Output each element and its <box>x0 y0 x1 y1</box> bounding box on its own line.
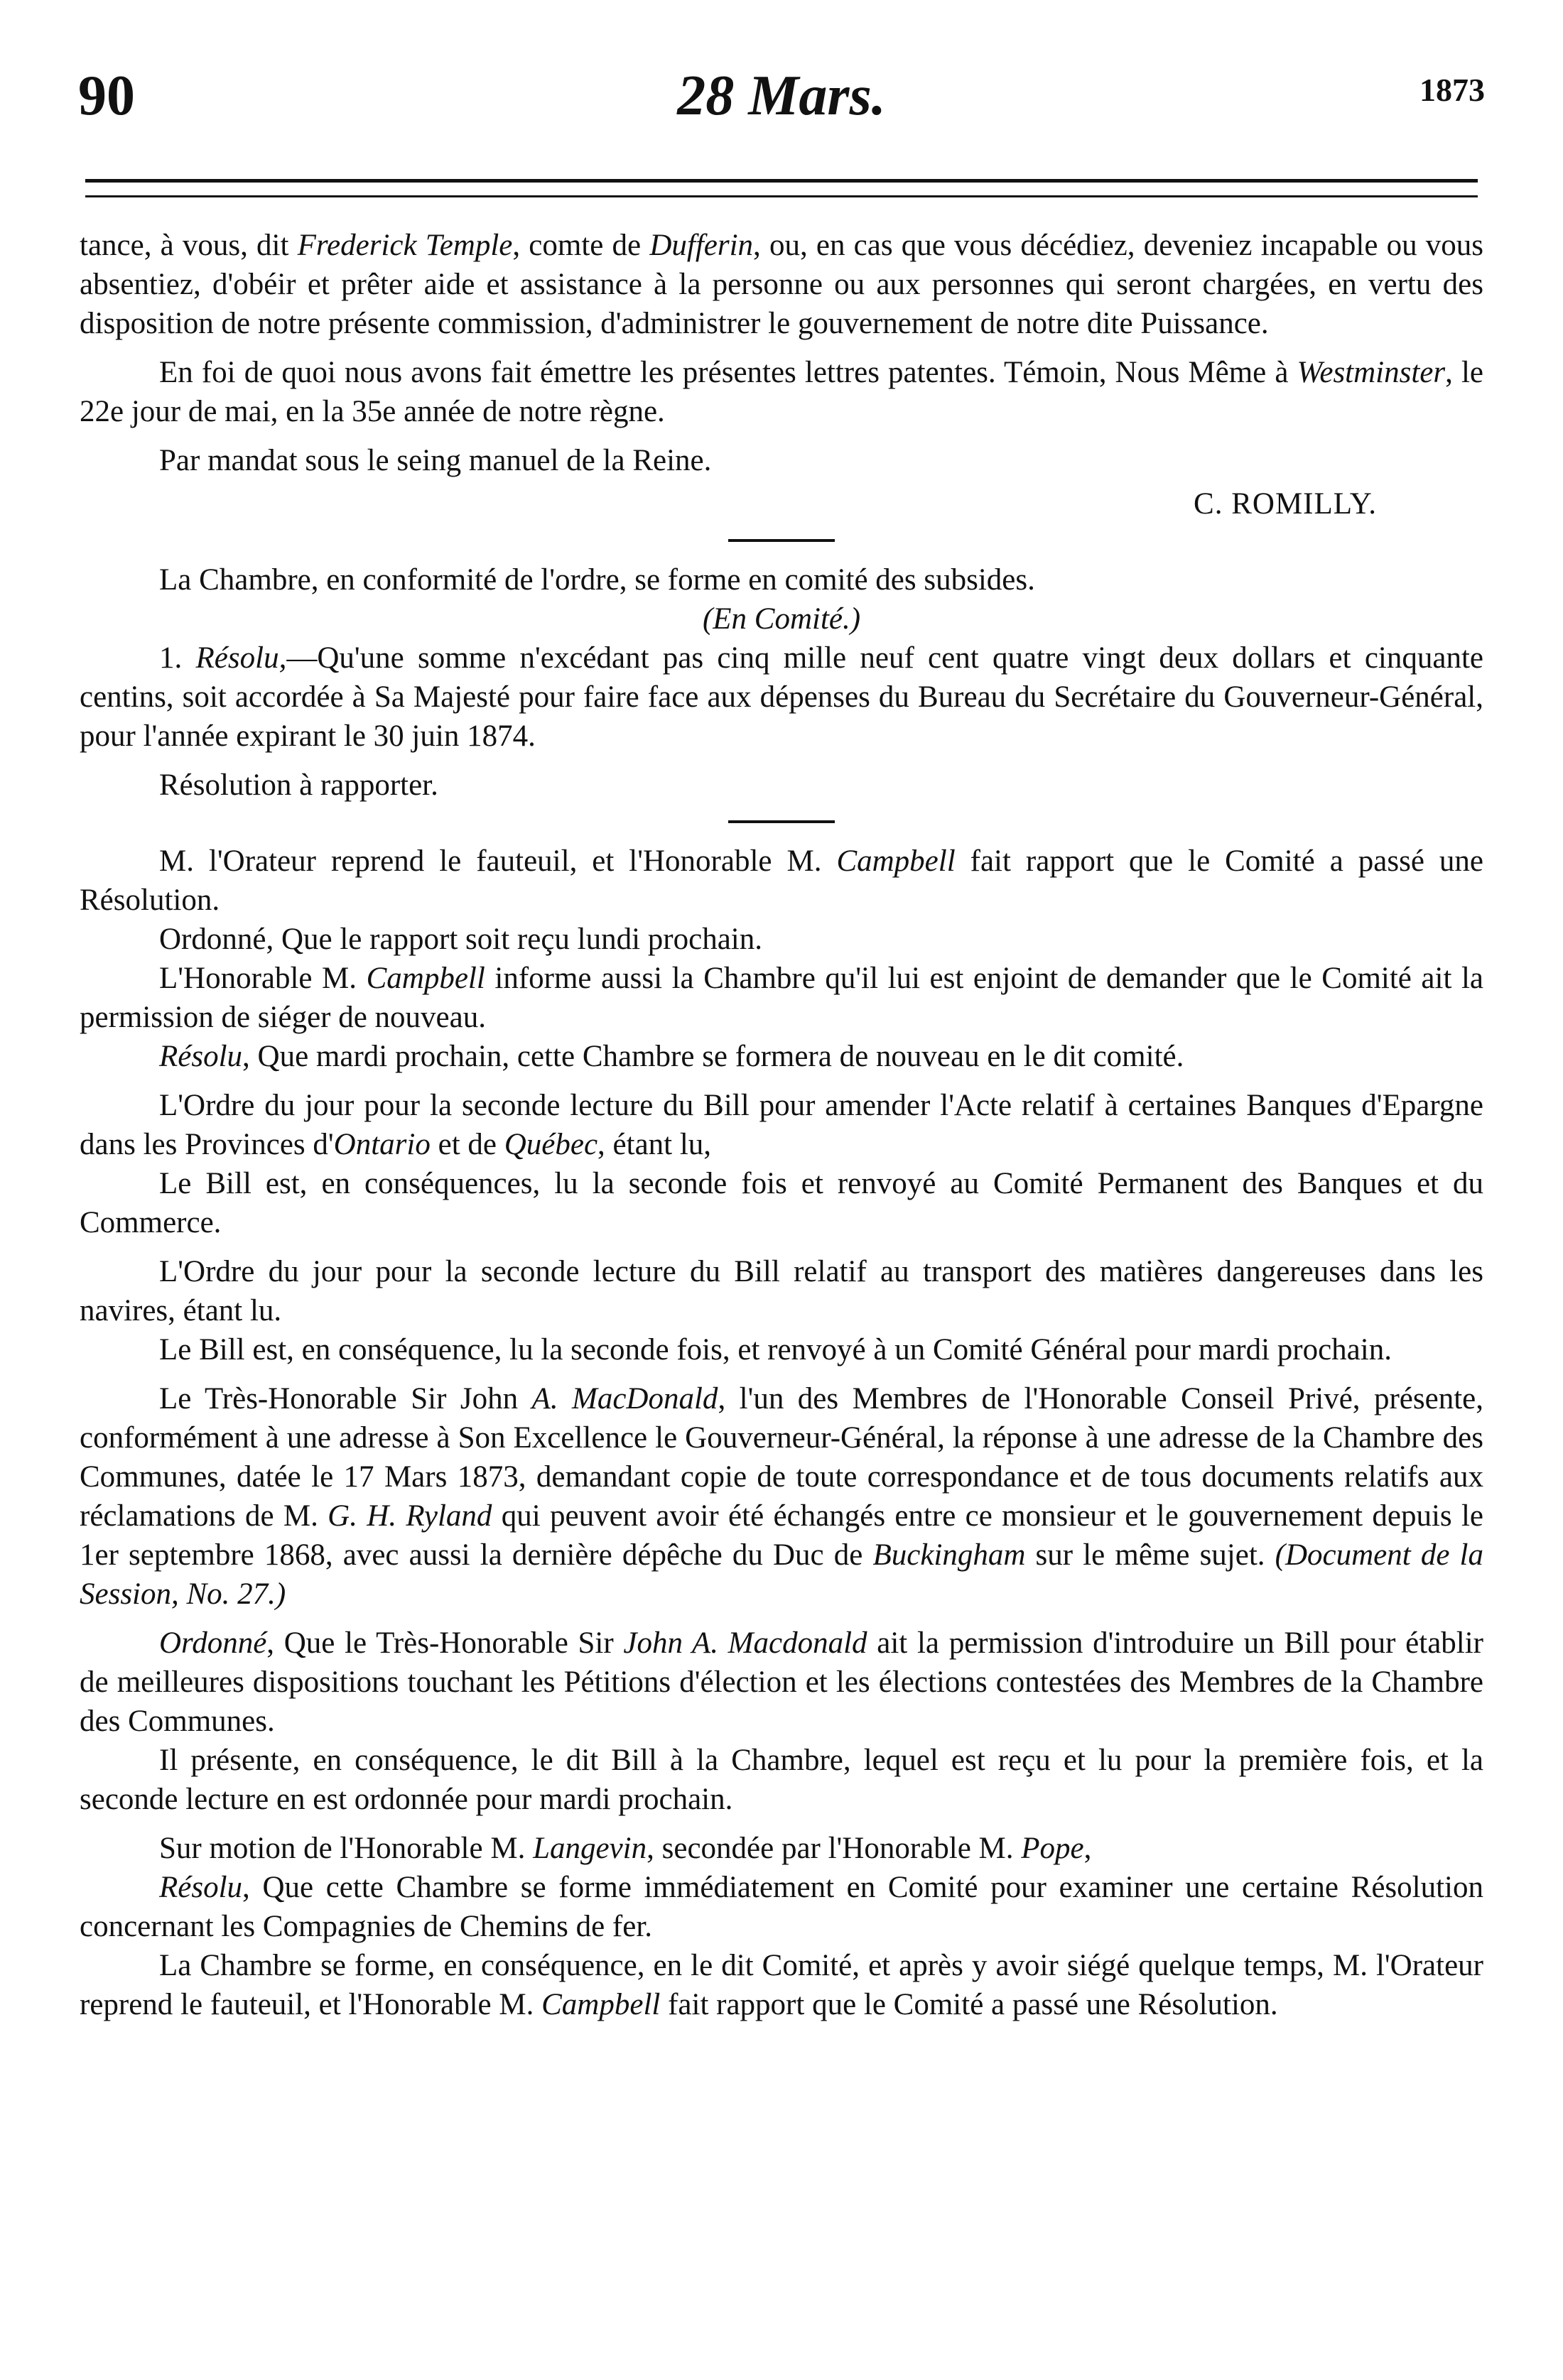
committee-heading: (En Comité.) <box>702 602 861 636</box>
paragraph-18: Il présente, en conséquence, le dit Bill à la Chambre, lequel est reçu et lu pour la première fois, et la seconde lecture en est ordonnée pour mardi prochain. <box>80 1744 1483 1816</box>
page-number: 90 <box>78 65 135 127</box>
paragraph-7: Résolution à rapporter. <box>159 768 438 802</box>
paragraph-12: L'Ordre du jour pour la seconde lecture du Bill pour amender l'Acte relatif à certaines Banques d'Epargne dans les Provinces d'Ontario et de Québec, étant lu, <box>80 1089 1483 1161</box>
paragraph-19: Sur motion de l'Honorable M. Langevin, secondée par l'Honorable M. Pope, <box>159 1832 1092 1865</box>
page-header <box>78 64 1485 135</box>
paragraph-3: Par mandat sous le seing manuel de la Reine. <box>159 444 712 477</box>
paragraph-8: M. l'Orateur reprend le fauteuil, et l'Honorable M. Campbell fait rapport que le Comité a passé une Résolution. <box>80 844 1483 917</box>
header-rule <box>85 179 1478 197</box>
signature: C. ROMILLY. <box>1194 487 1377 521</box>
paragraph-11: Résolu, Que mardi prochain, cette Chambre se formera de nouveau en le dit comité. <box>159 1040 1184 1073</box>
paragraph-16: Le Très-Honorable Sir John A. MacDonald, l'un des Membres de l'Honorable Conseil Privé, présente, conformément à une adresse à Son Excellence le Gouverneur-Général, la réponse à une adresse de la Chambre des Communes, datée le 17 Mars 1873, demandant copie de toute correspondance et de tous documents relatifs aux réclamations de M. G. H. Ryland qui peuvent avoir été échangés entre ce monsieur et le gouvernement depuis le 1er septembre 1868, avec aussi la dernière dépêche du Duc de Buckingham sur le même sujet. (Document de la Session, No. 27.) <box>80 1382 1484 1611</box>
paragraph-21: La Chambre se forme, en conséquence, en le dit Comité, et après y avoir siégé quelque temps, M. l'Orateur reprend le fauteuil, et l'Honorable M. Campbell fait rapport que le Comité a passé une Résolution. <box>80 1949 1483 2021</box>
paragraph-6: 1. Résolu,—Qu'une somme n'excédant pas cinq mille neuf cent quatre vingt deux dollars et cinquante centins, soit accordée à Sa Majesté pour faire face aux dépenses du Bureau du Secrétaire du Gouverneur-Général, pour l'année expirant le 30 juin 1874. <box>80 641 1483 753</box>
paragraph-9: Ordonné, Que le rapport soit reçu lundi prochain. <box>159 923 762 956</box>
paragraph-15: Le Bill est, en conséquence, lu la seconde fois, et renvoyé à un Comité Général pour mardi prochain. <box>159 1333 1392 1366</box>
paragraph-20: Résolu, Que cette Chambre se forme immédiatement en Comité pour examiner une certaine Résolution concernant les Compagnies de Chemins de fer. <box>80 1871 1483 1943</box>
section-divider-2 <box>728 820 835 823</box>
paragraph-14: L'Ordre du jour pour la seconde lecture du Bill relatif au transport des matières dangereuses dans les navires, étant lu. <box>80 1255 1483 1327</box>
paragraph-4: La Chambre, en conformité de l'ordre, se forme en comité des subsides. <box>159 563 1035 597</box>
running-title: 28 Mars. <box>677 65 886 127</box>
paragraph-17: Ordonné, Que le Très-Honorable Sir John A. Macdonald ait la permission d'introduire un Bill pour établir de meilleures dispositions touchant les Pétitions d'élection et les élections contestées des Membres de la Chambre des Communes. <box>80 1626 1483 1738</box>
paragraph-13: Le Bill est, en conséquences, lu la seconde fois et renvoyé au Comité Permanent des Banques et du Commerce. <box>80 1167 1483 1239</box>
paragraph-1: tance, à vous, dit Frederick Temple, comte de Dufferin, ou, en cas que vous décédiez, deveniez incapable ou vous absentiez, d'obéir et prêter aide et assistance à la personne ou aux personnes qui seront chargées, en vertu des disposition de notre présente commission, d'administrer le gouvernement de notre dite Puissance. <box>80 229 1483 340</box>
paragraph-2: En foi de quoi nous avons fait émettre les présentes lettres patentes. Témoin, Nous Même à Westminster, le 22e jour de mai, en la 35e année de notre règne. <box>80 356 1483 428</box>
paragraph-10: L'Honorable M. Campbell informe aussi la Chambre qu'il lui est enjoint de demander que le Comité ait la permission de siéger de nouveau. <box>80 962 1483 1034</box>
section-divider <box>728 539 835 542</box>
page-body <box>80 226 1483 2024</box>
year: 1873 <box>1419 72 1485 108</box>
